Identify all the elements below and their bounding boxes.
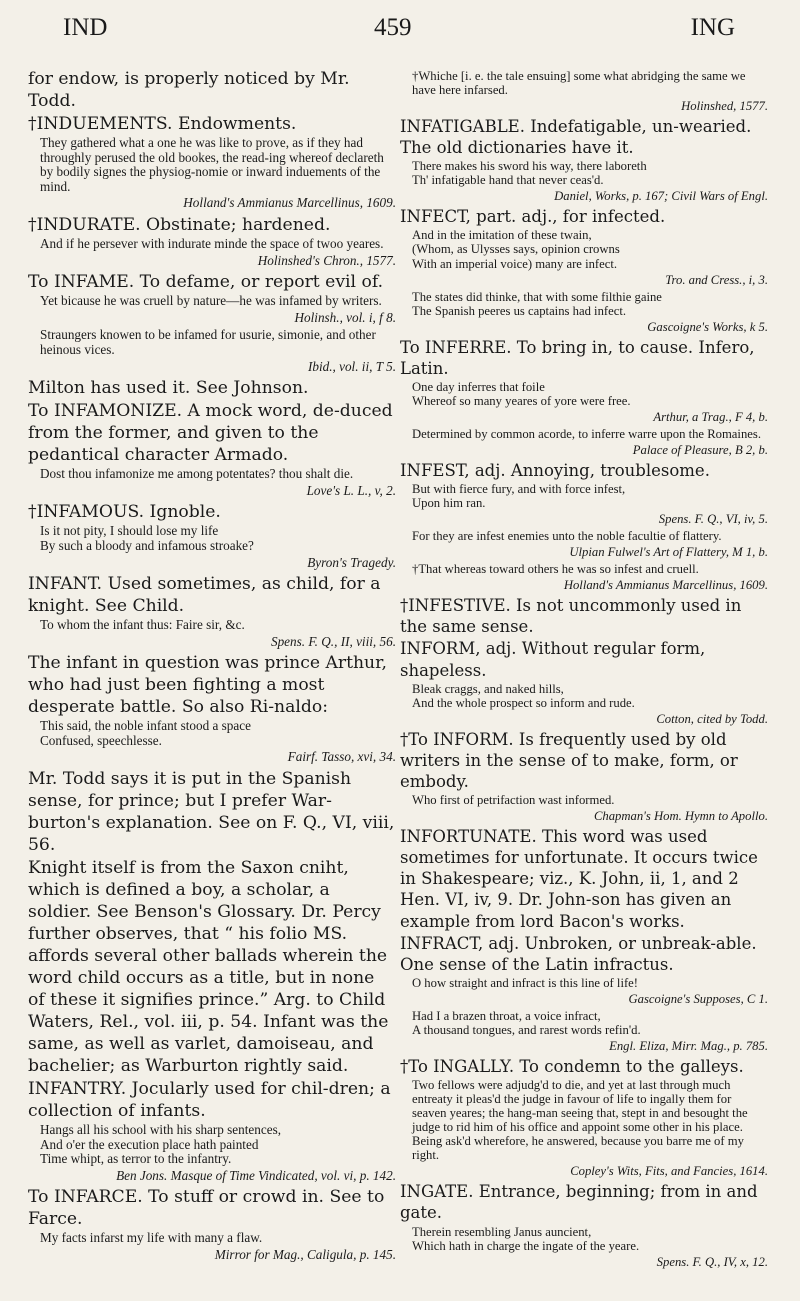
dictionary-entry [28,1078,396,1183]
quotation-line: (Whom, as Ulysses says, opinion crowns [412,242,620,257]
entry-citation: Spens. F. Q., IV, x, 12. [656,1254,768,1269]
quotation-line: Dost thou infamonize me among potentates? thou shalt die. [40,466,354,482]
dictionary-entry [400,290,768,334]
entry-text: Mr. Todd says it is put in the Spanish sense, for prince; but I prefer War-burton's explanation. See on F. Q., VI, viii, 56. [28,769,395,856]
dictionary-entry [400,529,768,559]
entry-text: INFATIGABLE. Indefatigable, un-wearied. The old dictionaries have it. [400,117,752,158]
quotation-line: But with fierce fury, and with force infest, [412,482,626,497]
quotation-line: O how straight and infract is this line of life! [412,975,639,990]
entry-text: INGATE. Entrance, beginning; from in and gate. [400,1182,758,1223]
entry-quotation [40,467,396,482]
quotation-line: Which hath in charge the ingate of the yeare. [412,1238,640,1253]
entry-text: INFANT. Used sometimes, as child, for a knight. See Child. [28,574,381,617]
entry-quotation [412,159,768,187]
dictionary-entry [400,116,768,203]
quotation-line: Straungers knowen to be infamed for usurie, simonie, and other heinous vices. [40,327,376,357]
quotation-line: Hangs all his school with his sharp sentences, [40,1122,282,1138]
quotation-line: There makes his sword his way, there laboreth [412,159,647,174]
entry-citation: Daniel, Works, p. 167; Civil Wars of Engl. [554,189,768,204]
page-number: 459 [374,14,412,41]
dictionary-entry [28,113,396,211]
quotation-line: Th' infatigable hand that never ceas'd. [412,173,604,188]
entry-quotation [412,1078,768,1162]
dictionary-entry [28,68,396,112]
dictionary-entry [400,933,768,1006]
entry-text: INFEST, adj. Annoying, troublesome. [400,460,710,480]
entry-citation: Chapman's Hom. Hymn to Apollo. [593,809,768,824]
entry-citation: Tro. and Cress., i, 3. [665,272,768,287]
quotation-line: Confused, speechlesse. [40,732,162,748]
dictionary-entry [28,1186,396,1262]
quotation-line: One day inferres that foile [412,379,545,394]
entry-quotation [412,793,768,807]
quotation-line: Who first of petrifaction wast informed. [412,793,615,808]
dictionary-entry [400,1181,768,1268]
quotation-line: And in the imitation of these twain, [412,228,592,243]
dictionary-entry [28,377,396,399]
header-right-guideword: ING [690,14,735,41]
entry-text: Knight itself is from the Saxon cniht, which is defined a boy, a scholar, a soldier. See Benson's Glossary. Dr. Percy further observes, that “ his folio MS. affords several other ballads wherein the word child occurs as a title, but in none of these it signifies prince.” Arg. to Child Waters, Rel., vol. iii, p. 54. Infant was the same, as well as varlet, damoiseau, and bachelier; as Warburton rightly said. [28,858,389,1077]
quotation-line: †That whereas toward others he was so infest and cruell. [412,562,699,577]
running-header [27,14,773,48]
quotation-line: Two fellows were adjudg'd to die, and yet at last through much entreaty it pleas'd the judge in favour of life to ingally them for seaven yeares; the hang-man seeing that, stept in and besought the judge to rid him of his office and appoint some other in his place. Being ask'd wherefore, he answered, because you barre me of my right. [412,1078,748,1163]
entry-citation: Holinshed, 1577. [681,99,768,114]
entry-citation: Arthur, a Trag., F 4, b. [653,409,768,424]
quotation-line: And if he persever with indurate minde the space of twoo yeares. [40,235,384,251]
entry-quotation [412,682,768,710]
quotation-line: Whereof so many yeares of yore were free. [412,393,631,408]
quotation-line: Is it not pity, I should lose my life [40,523,219,539]
quotation-line: Bleak craggs, and naked hills, [412,681,564,696]
entry-citation: Holinshed's Chron., 1577. [257,252,396,268]
quotation-line: The Spanish peeres us captains had infect. [412,303,627,318]
dictionary-entry [400,826,768,932]
entry-text: †To INGALLY. To condemn to the galleys. [400,1057,744,1077]
entry-quotation [40,618,396,633]
entry-citation: Spens. F. Q., II, viii, 56. [270,633,396,649]
entry-text: †INDURATE. Obstinate; hardened. [28,214,331,235]
entry-quotation [412,562,768,576]
entry-text: To INFAME. To defame, or report evil of. [28,272,384,293]
dictionary-entry [400,69,768,113]
entry-text: †To INFORM. Is frequently used by old writers in the sense of to make, form, or embody. [400,729,738,791]
dictionary-entry [400,460,768,526]
quotation-line: To whom the infant thus: Faire sir, &c. [40,617,245,633]
entry-text: INFECT, part. adj., for infected. [400,207,666,227]
entry-citation: Cotton, cited by Todd. [656,711,768,726]
quotation-line: A thousand tongues, and rarest words refin'd. [412,1023,641,1038]
entry-citation: Mirror for Mag., Caligula, p. 145. [214,1247,396,1263]
dictionary-entry [400,1009,768,1053]
entry-quotation [40,1123,396,1167]
entry-quotation [412,1009,768,1037]
entry-text: INFORM, adj. Without regular form, shapeless. [400,639,706,680]
quotation-line: And the whole prospect so inform and rude. [412,695,635,710]
entry-quotation [40,524,396,553]
entry-quotation [40,719,396,748]
entry-text: To INFAMONIZE. A mock word, de-duced from the former, and given to the pedantical character Armado. [28,401,393,466]
quotation-line: Therein resembling Janus auncient, [412,1224,592,1239]
dictionary-entry [400,562,768,592]
entry-text: †INDUEMENTS. Endowments. [28,114,297,134]
quotation-line: Time whipt, as terror to the infantry. [40,1151,232,1167]
entry-citation: Spens. F. Q., VI, iv, 5. [658,512,768,527]
quotation-line: And o'er the execution place hath painted [40,1136,259,1152]
quotation-line: Upon him ran. [412,496,486,511]
dictionary-entry [28,652,396,765]
entry-quotation [412,1225,768,1253]
quotation-line: Determined by common acorde, to inferre warre upon the Romaines. [412,426,761,441]
entry-quotation [412,228,768,270]
entry-citation: Palace of Pleasure, B 2, b. [632,442,768,457]
entry-citation: Holland's Ammianus Marcellinus, 1609. [563,578,768,593]
entry-text: †INFESTIVE. Is not uncommonly used in the same sense. [400,596,742,637]
quotation-line: The states did thinke, that with some filthie gaine [412,289,662,304]
entry-quotation [412,290,768,318]
quotation-line: †Whiche [i. e. the tale ensuing] some what abridging the same we have here infarsed. [412,69,746,98]
entry-quotation [412,69,768,97]
entry-quotation [412,482,768,510]
quotation-line: They gathered what a one he was like to prove, as if they had throughly perused the old bookes, the read-ing whereof declareth by bodily signes the physiog-nomie or inward induements of the mind. [40,135,384,194]
dictionary-entry [28,501,396,570]
right-column [400,68,768,1272]
quotation-line: For they are infest enemies unto the noble facultie of flattery. [412,529,722,544]
dictionary-entry [400,337,768,424]
left-column [28,68,396,1266]
dictionary-entry [28,400,396,498]
dictionary-entry [28,768,396,856]
entry-citation: Love's L. L., v, 2. [306,482,396,498]
entry-quotation [40,1231,396,1246]
entry-text: To INFERRE. To bring in, to cause. Infero, Latin. [400,337,755,378]
entry-quotation [412,976,768,990]
entry-citation: Copley's Wits, Fits, and Fancies, 1614. [570,1164,768,1179]
quotation-line: With an imperial voice) many are infect. [412,256,618,271]
quotation-line: This said, the noble infant stood a space [40,718,251,734]
entry-text: The infant in question was prince Arthur, who had just been fighting a most desperate battle. So also Ri-naldo: [28,653,387,718]
quotation-line: Had I a brazen throat, a voice infract, [412,1009,601,1023]
entry-quotation [412,529,768,543]
entry-citation: Ulpian Fulwel's Art of Flattery, M 1, b. [569,545,768,560]
entry-text: INFORTUNATE. This word was used sometimes for unfortunate. It occurs twice in Shakespeare; viz., K. John, ii, 1, and 2 Hen. VI, iv, 9. Dr. John-son has given an example from lord Bacon's works. [400,827,758,931]
quotation-line: My facts infarst my life with many a flaw. [40,1230,263,1246]
entry-quotation [40,294,396,309]
entry-citation: Ibid., vol. ii, T 5. [307,358,396,374]
quotation-line: By such a bloody and infamous stroake? [40,537,254,553]
entry-citation: Engl. Eliza, Mirr. Mag., p. 785. [609,1039,768,1054]
entry-quotation [412,427,768,441]
entry-quotation [40,136,396,194]
dictionary-entry [400,427,768,457]
entry-quotation [412,380,768,408]
header-left-guideword: IND [63,14,108,41]
dictionary-entry [28,328,396,374]
entry-quotation [40,237,396,252]
entry-quotation [40,328,396,357]
entry-text: INFRACT, adj. Unbroken, or unbreak-able. One sense of the Latin infractus. [400,933,757,974]
entry-text: Milton has used it. See Johnson. [28,378,309,399]
entry-citation: Holinsh., vol. i, f 8. [294,309,396,325]
entry-citation: Ben Jons. Masque of Time Vindicated, vol. vi, p. 142. [116,1167,396,1183]
entry-citation: Holland's Ammianus Marcellinus, 1609. [183,195,396,211]
entry-text: To INFARCE. To stuff or crowd in. See to Farce. [28,1187,385,1230]
quotation-line: Yet bicause he was cruell by nature—he was infamed by writers. [40,293,382,309]
dictionary-entry [400,1056,768,1178]
dictionary-entry [400,595,768,637]
dictionary-entry [400,638,768,725]
entry-citation: Byron's Tragedy. [307,554,396,570]
dictionary-entry [400,206,768,286]
dictionary-entry [28,573,396,649]
entry-citation: Gascoigne's Works, k 5. [647,319,768,334]
entry-text: †INFAMOUS. Ignoble. [28,502,221,523]
entry-text: INFANTRY. Jocularly used for chil-dren; a collection of infants. [28,1079,391,1122]
entry-citation: Fairf. Tasso, xvi, 34. [287,749,396,765]
dictionary-entry [400,729,768,823]
dictionary-entry [28,271,396,325]
dictionary-entry [28,214,396,268]
dictionary-entry [28,857,396,1077]
entry-text: for endow, is properly noticed by Mr. Todd. [28,69,350,111]
entry-citation: Gascoigne's Supposes, C 1. [628,991,768,1006]
